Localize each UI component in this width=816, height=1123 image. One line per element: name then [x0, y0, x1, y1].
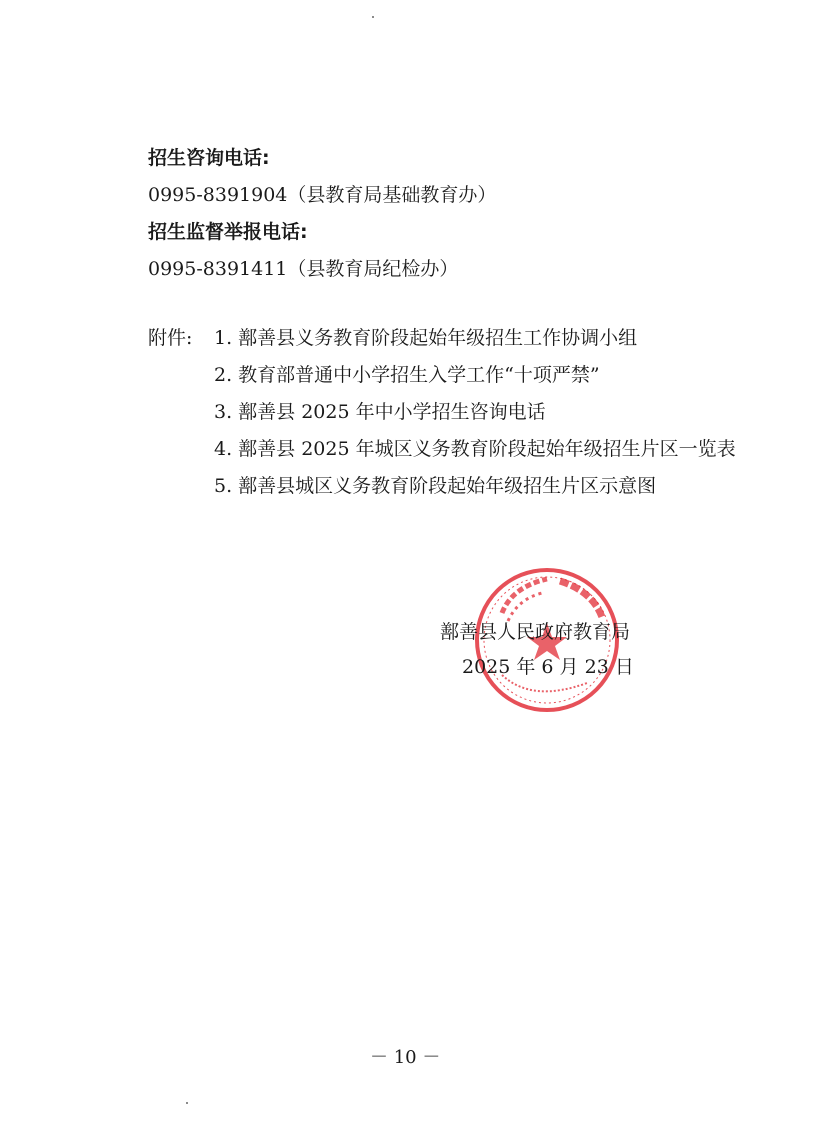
attachment-item-3: 3. 鄯善县 2025 年中小学招生咨询电话	[214, 401, 546, 423]
scan-speck	[372, 16, 374, 18]
consult-phone: 0995-8391904（县教育局基础教育办）	[148, 184, 497, 206]
scan-speck	[186, 1102, 188, 1104]
page-number: － 10 －	[370, 1047, 441, 1068]
signature-date: 2025 年 6 月 23 日	[462, 656, 634, 678]
report-heading: 招生监督举报电话:	[148, 221, 308, 243]
signature-org: 鄯善县人民政府教育局	[440, 621, 631, 643]
consult-heading: 招生咨询电话:	[148, 147, 270, 169]
attachment-item-5: 5. 鄯善县城区义务教育阶段起始年级招生片区示意图	[214, 475, 657, 497]
report-phone: 0995-8391411（县教育局纪检办）	[148, 258, 459, 280]
attachment-item-2: 2. 教育部普通中小学招生入学工作“十项严禁”	[214, 364, 600, 386]
attachment-item-4: 4. 鄯善县 2025 年城区义务教育阶段起始年级招生片区一览表	[214, 438, 736, 460]
attachment-item-1: 1. 鄯善县义务教育阶段起始年级招生工作协调小组	[214, 327, 638, 349]
attachments-label: 附件:	[148, 327, 193, 349]
